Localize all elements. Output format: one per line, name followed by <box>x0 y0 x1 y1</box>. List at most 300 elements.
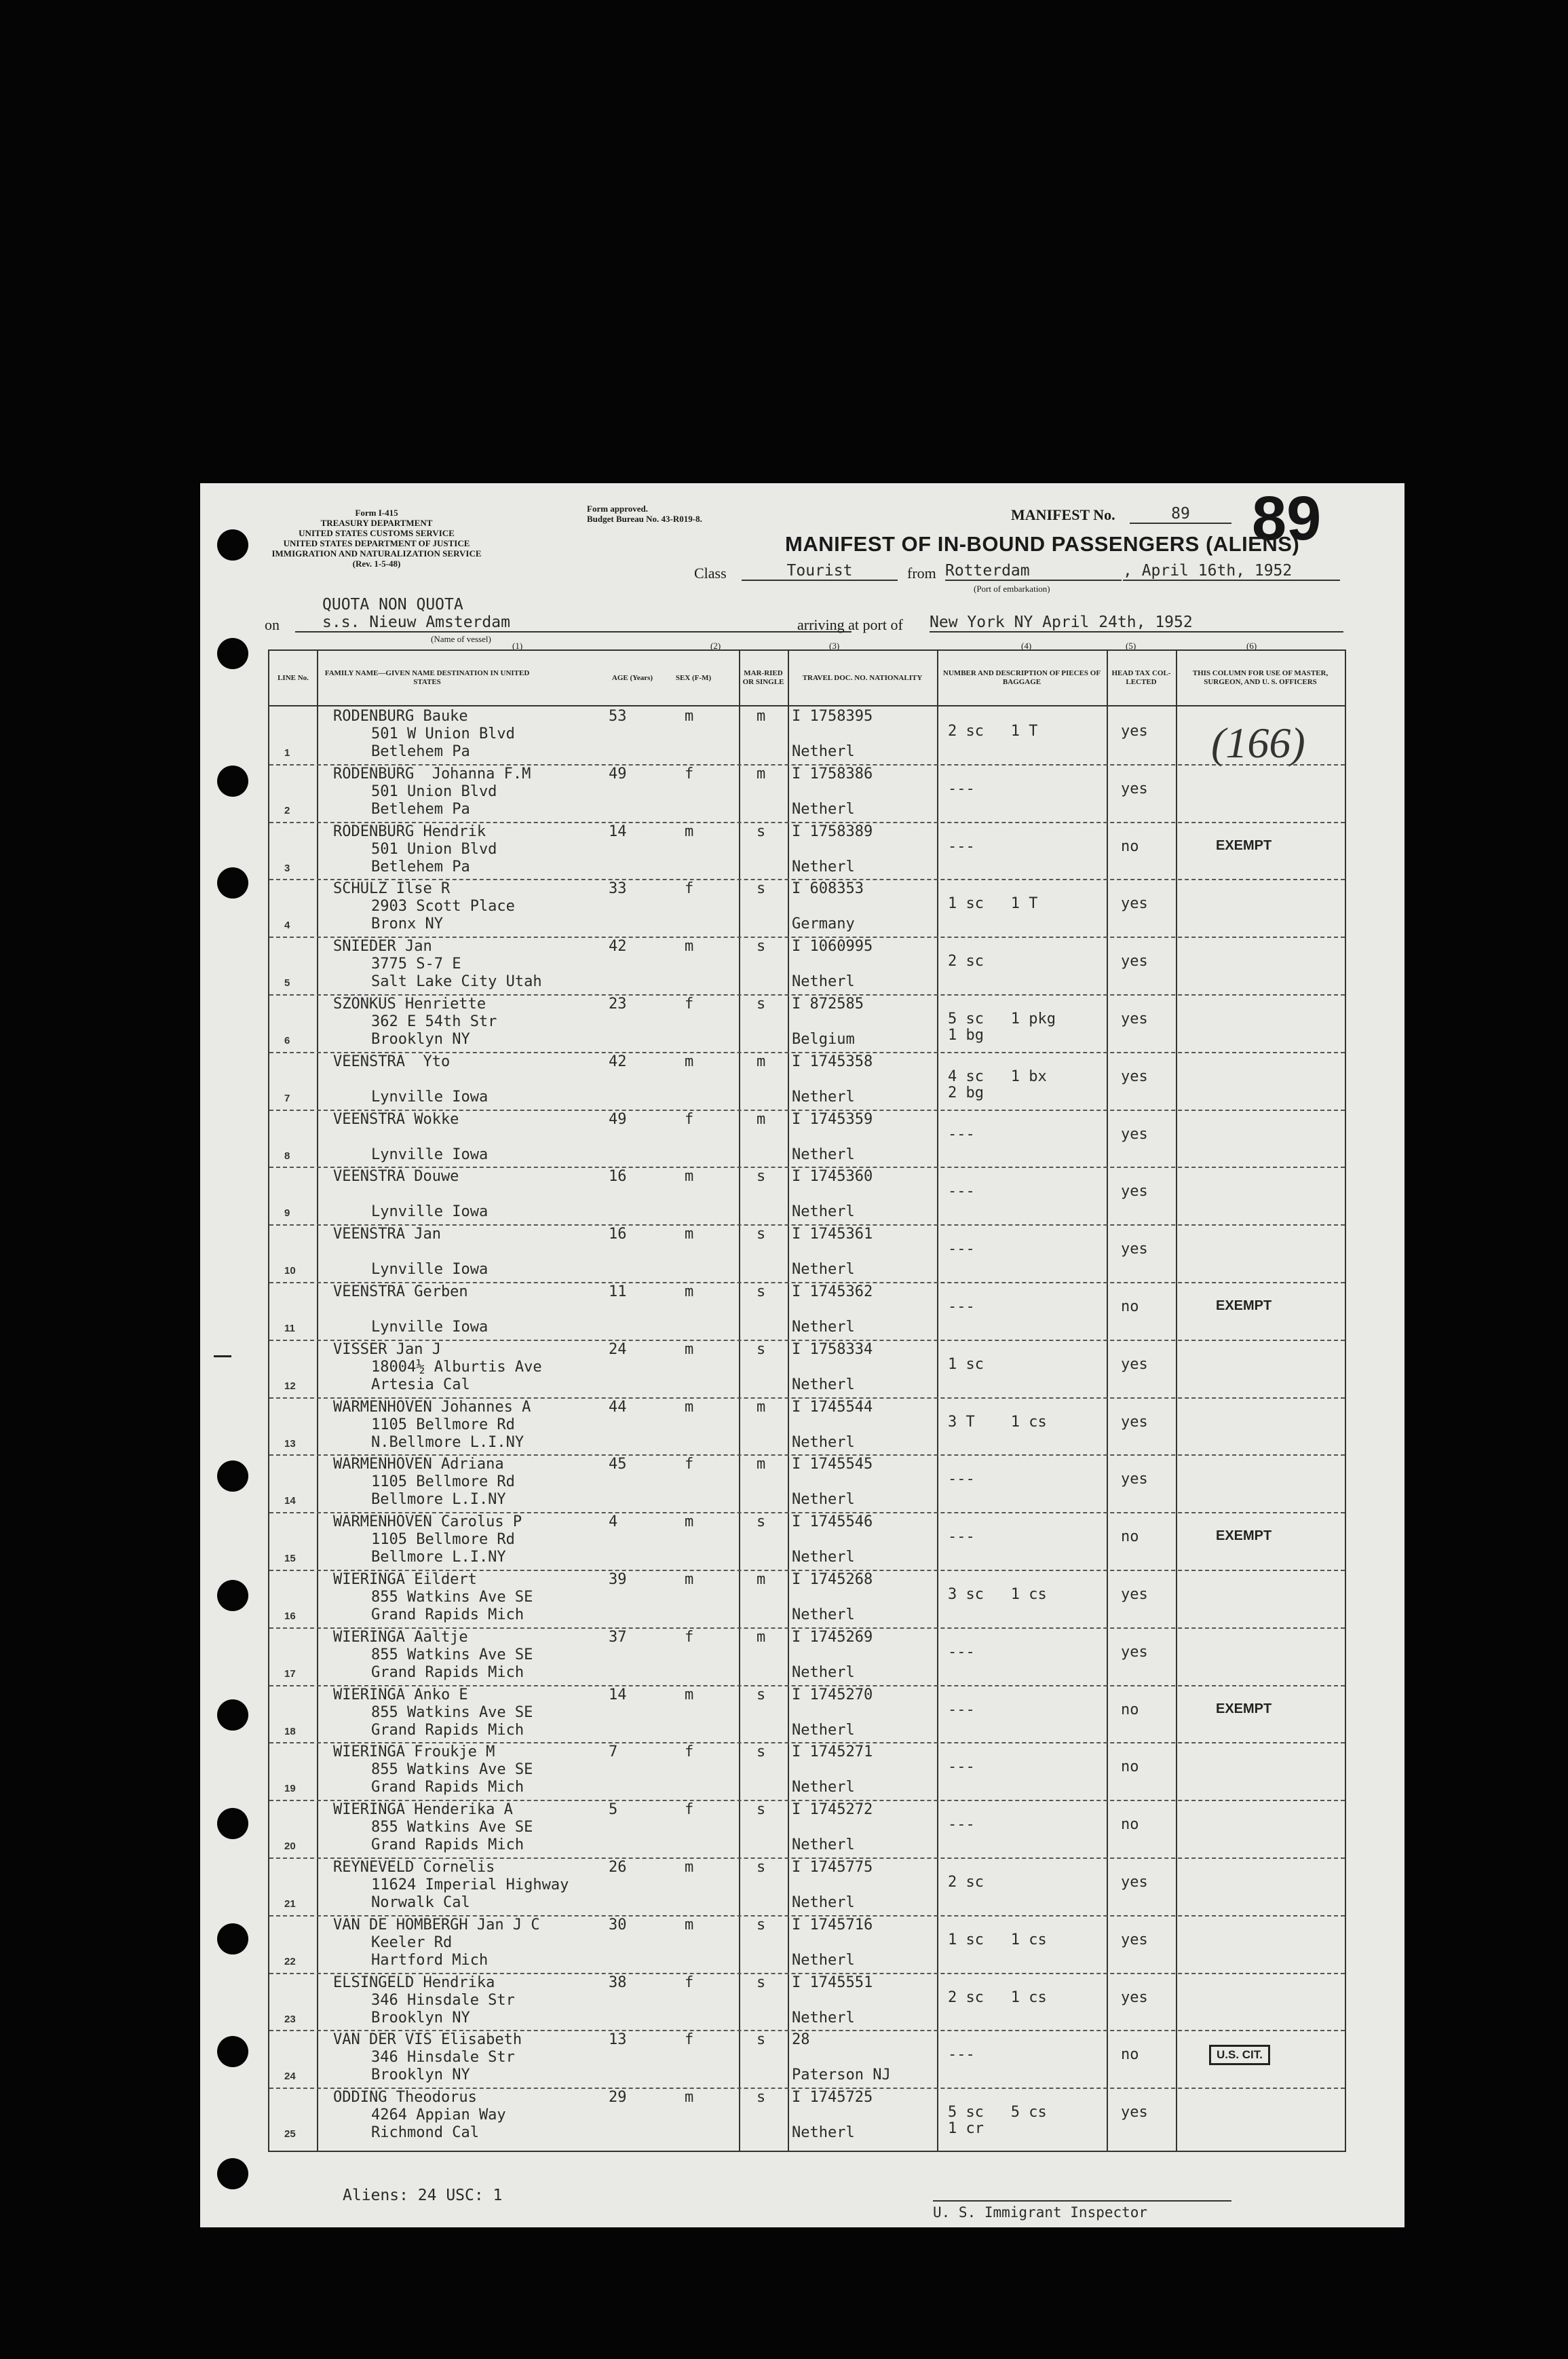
passenger-name: VAN DE HOMBERGH Jan J C <box>333 1916 540 1933</box>
nationality: Netherl <box>792 1663 855 1681</box>
baggage: 3 sc 1 cs <box>948 1586 1047 1603</box>
line-number: 4 <box>284 920 290 932</box>
travel-doc-no: I 1758395 <box>792 708 873 725</box>
head-tax: no <box>1121 1758 1139 1776</box>
destination: Norwalk Cal <box>371 1894 470 1911</box>
nationality: Netherl <box>792 1606 855 1623</box>
baggage: --- <box>948 837 975 855</box>
marital-status: s <box>757 1340 766 1358</box>
destination: Betlehem Pa <box>371 800 470 818</box>
marital-status: s <box>757 1283 766 1300</box>
destination: N.Bellmore L.I.NY <box>371 1433 524 1451</box>
marital-status: s <box>757 880 766 898</box>
age: 44 <box>609 1398 627 1416</box>
address-line: 18004½ Alburtis Ave <box>371 1358 542 1376</box>
sex: f <box>685 1974 694 1991</box>
age: 42 <box>609 938 627 956</box>
exempt-stamp: EXEMPT <box>1216 837 1272 853</box>
baggage: 5 sc 1 pkg <box>948 1011 1056 1027</box>
address-line: 855 Watkins Ave SE <box>371 1703 533 1721</box>
marital-status: s <box>757 823 766 840</box>
exempt-stamp: EXEMPT <box>1216 1701 1272 1716</box>
line-number: 17 <box>284 1667 296 1680</box>
passenger-name: ELSINGELD Hendrika <box>333 1974 495 1991</box>
arriving-label: arriving at port of <box>797 616 903 633</box>
destination: Grand Rapids Mich <box>371 1779 524 1796</box>
travel-doc-no: I 1758389 <box>792 823 873 840</box>
line-number: 12 <box>284 1380 296 1392</box>
head-tax: yes <box>1121 1471 1148 1488</box>
passenger-name: RODENBURG Bauke <box>333 708 468 725</box>
nationality: Netherl <box>792 1549 855 1566</box>
age: 42 <box>609 1053 627 1070</box>
handwritten-reference: (166) <box>1211 719 1305 767</box>
marital-status: m <box>757 708 766 725</box>
baggage: --- <box>948 1471 975 1488</box>
passenger-name: WARMENHOVEN Carolus P <box>333 1513 522 1531</box>
address-line: 2903 Scott Place <box>371 898 515 916</box>
age: 23 <box>609 996 627 1013</box>
nationality: Netherl <box>792 1261 855 1279</box>
age: 5 <box>609 1801 618 1819</box>
marital-status: m <box>757 1398 766 1416</box>
nationality: Netherl <box>792 800 855 818</box>
destination: Lynville Iowa <box>371 1261 489 1279</box>
head-tax: no <box>1121 837 1139 855</box>
age: 38 <box>609 1974 627 1991</box>
baggage: 2 sc 1 cs <box>948 1988 1047 2006</box>
col-number: (6) <box>1246 641 1257 651</box>
head-tax: yes <box>1121 1586 1148 1603</box>
col-number: (1) <box>512 641 523 651</box>
sex: f <box>685 1801 694 1819</box>
address-line: 855 Watkins Ave SE <box>371 1819 533 1836</box>
line-number: 3 <box>284 862 290 874</box>
baggage: --- <box>948 1298 975 1315</box>
baggage: --- <box>948 2046 975 2064</box>
head-tax: yes <box>1121 953 1148 970</box>
marital-status: s <box>757 2031 766 2049</box>
address-line: 501 Union Blvd <box>371 782 497 800</box>
aliens-count: Aliens: 24 USC: 1 <box>343 2187 503 2204</box>
manifest-label: MANIFEST No. <box>1011 506 1115 523</box>
destination: Lynville Iowa <box>371 1319 489 1336</box>
col-header-name: FAMILY NAME—GIVEN NAME DESTINATION IN UNITED STATES <box>317 651 537 706</box>
baggage: --- <box>948 1528 975 1546</box>
baggage: --- <box>948 1701 975 1718</box>
nationality: Netherl <box>792 1376 855 1393</box>
address-line: 11624 Imperial Highway <box>371 1876 569 1893</box>
head-tax: yes <box>1121 1413 1148 1431</box>
sex: m <box>685 1340 694 1358</box>
exempt-stamp: EXEMPT <box>1216 1298 1272 1313</box>
passenger-name: VEENSTRA Gerben <box>333 1283 468 1300</box>
head-tax: yes <box>1121 1125 1148 1143</box>
age: 16 <box>609 1226 627 1243</box>
baggage: 1 bg <box>948 1027 984 1044</box>
address-line: 501 W Union Blvd <box>371 725 515 742</box>
inspector-signature-line: U. S. Immigrant Inspector <box>933 2200 1231 2221</box>
travel-doc-no: I 1745272 <box>792 1801 873 1819</box>
head-tax: yes <box>1121 1068 1148 1085</box>
address-line: 501 Union Blvd <box>371 840 497 858</box>
manifest-stamp: 89 <box>1252 484 1322 553</box>
head-tax: yes <box>1121 1874 1148 1891</box>
passenger-name: VEENSTRA Wokke <box>333 1110 459 1128</box>
destination: Grand Rapids Mich <box>371 1721 524 1739</box>
approval-note: Form approved. Budget Bureau No. 43-R019-8. <box>587 504 702 524</box>
col-divider <box>317 651 318 2151</box>
baggage: --- <box>948 1241 975 1258</box>
passenger-name: RODENBURG Hendrik <box>333 823 486 840</box>
baggage: 1 sc <box>948 1355 984 1373</box>
age: 24 <box>609 1340 627 1358</box>
nationality: Belgium <box>792 1031 855 1048</box>
quota-line: QUOTA NON QUOTA <box>322 596 463 614</box>
sex: m <box>685 823 694 840</box>
travel-doc-no: I 1745546 <box>792 1513 873 1531</box>
destination: Hartford Mich <box>371 1951 489 1969</box>
passenger-name: VEENSTRA Yto <box>333 1053 451 1070</box>
marital-status: s <box>757 996 766 1013</box>
marital-status: m <box>757 1628 766 1646</box>
travel-doc-no: I 1745269 <box>792 1628 873 1646</box>
travel-doc-no: I 1745362 <box>792 1283 873 1300</box>
sex: f <box>685 1110 694 1128</box>
baggage: --- <box>948 1758 975 1776</box>
nationality: Netherl <box>792 1491 855 1509</box>
col-header-sex: SEX (F-M) <box>670 651 717 706</box>
sex: f <box>685 1456 694 1473</box>
sex: f <box>685 880 694 898</box>
line-number: 10 <box>284 1265 296 1277</box>
address-line: 346 Hinsdale Str <box>371 1991 515 2009</box>
marital-status: m <box>757 1571 766 1588</box>
head-tax: yes <box>1121 2104 1148 2121</box>
manifest-number: 89 <box>1130 505 1231 524</box>
head-tax: yes <box>1121 1931 1148 1948</box>
baggage: 1 sc 1 T <box>948 895 1038 913</box>
nationality: Netherl <box>792 1721 855 1739</box>
baggage: 2 sc <box>948 953 984 970</box>
travel-doc-no: I 1745359 <box>792 1110 873 1128</box>
travel-doc-no: I 1745716 <box>792 1916 873 1933</box>
travel-doc-no: I 1745545 <box>792 1456 873 1473</box>
travel-doc-no: I 1060995 <box>792 938 873 956</box>
sex: m <box>685 1053 694 1070</box>
head-tax: yes <box>1121 1643 1148 1661</box>
marital-status: s <box>757 1801 766 1819</box>
baggage: 1 cr <box>948 2120 984 2138</box>
head-tax: yes <box>1121 1988 1148 2006</box>
passenger-name: WIERINGA Henderika A <box>333 1801 513 1819</box>
age: 39 <box>609 1571 627 1588</box>
destination: Salt Lake City Utah <box>371 973 542 991</box>
binder-hole <box>217 638 248 669</box>
head-tax: no <box>1121 1816 1139 1834</box>
baggage: 1 sc 1 cs <box>948 1931 1047 1948</box>
age: 7 <box>609 1743 618 1761</box>
destination: Brooklyn NY <box>371 2067 470 2084</box>
line-number: 1 <box>284 747 290 759</box>
passenger-name: WARMENHOVEN Johannes A <box>333 1398 531 1416</box>
sex: m <box>685 938 694 956</box>
line-number: 11 <box>284 1323 295 1334</box>
passenger-table <box>268 649 1346 2152</box>
address-line: 4264 Appian Way <box>371 2107 506 2124</box>
sex: m <box>685 1398 694 1416</box>
address-line: 362 E 54th Str <box>371 1013 497 1030</box>
nationality: Netherl <box>792 1319 855 1336</box>
passenger-name: REYNEVELD Cornelis <box>333 1859 495 1876</box>
col-header-travel-doc: TRAVEL DOC. NO. NATIONALITY <box>788 651 937 706</box>
head-tax: yes <box>1121 1241 1148 1258</box>
baggage: 2 sc <box>948 1874 984 1891</box>
travel-doc-no: I 1745551 <box>792 1974 873 1991</box>
age: 49 <box>609 1110 627 1128</box>
line-number: 2 <box>284 804 290 816</box>
edge-mark <box>214 1355 231 1357</box>
destination: Bellmore L.I.NY <box>371 1491 506 1509</box>
binder-hole <box>217 1460 248 1492</box>
port-note: (Port of embarkation) <box>974 584 1050 594</box>
nationality: Netherl <box>792 1088 855 1106</box>
binder-hole <box>217 529 248 561</box>
marital-status: s <box>757 1513 766 1531</box>
nationality: Netherl <box>792 2009 855 2026</box>
vessel-name: s.s. Nieuw Amsterdam <box>295 614 852 633</box>
destination: Artesia Cal <box>371 1376 470 1393</box>
sex: m <box>685 1513 694 1531</box>
line-number: 18 <box>284 1725 296 1737</box>
sex: f <box>685 1628 694 1646</box>
passenger-name: VISSER Jan J <box>333 1340 441 1358</box>
binder-hole <box>217 1580 248 1611</box>
age: 4 <box>609 1513 618 1531</box>
line-number: 15 <box>284 1553 296 1565</box>
age: 11 <box>609 1283 627 1300</box>
age: 49 <box>609 765 627 782</box>
line-number: 9 <box>284 1207 290 1220</box>
col-header-line: LINE No. <box>269 651 317 706</box>
page-title: MANIFEST OF IN-BOUND PASSENGERS (ALIENS) <box>785 532 1300 556</box>
marital-status: s <box>757 1226 766 1243</box>
head-tax: yes <box>1121 1183 1148 1201</box>
sex: m <box>685 1916 694 1933</box>
baggage: 3 T 1 cs <box>948 1413 1047 1431</box>
line-number: 25 <box>284 2128 296 2140</box>
line-number: 24 <box>284 2071 296 2083</box>
nationality: Netherl <box>792 1779 855 1796</box>
address-line: 855 Watkins Ave SE <box>371 1589 533 1606</box>
travel-doc-no: I 1745361 <box>792 1226 873 1243</box>
age: 13 <box>609 2031 627 2049</box>
head-tax: yes <box>1121 1011 1148 1027</box>
marital-status: m <box>757 1110 766 1128</box>
on-label: on <box>265 616 280 633</box>
baggage: --- <box>948 1816 975 1834</box>
marital-status: s <box>757 1686 766 1703</box>
destination: Brooklyn NY <box>371 1031 470 1048</box>
head-tax: yes <box>1121 780 1148 797</box>
sex: m <box>685 1859 694 1876</box>
sex: m <box>685 1226 694 1243</box>
nationality: Netherl <box>792 858 855 875</box>
line-number: 8 <box>284 1150 290 1162</box>
age: 14 <box>609 823 627 840</box>
line-number: 20 <box>284 1841 296 1853</box>
binder-hole <box>217 766 248 797</box>
col-header-head-tax: HEAD TAX COL-LECTED <box>1107 651 1176 706</box>
age: 33 <box>609 880 627 898</box>
passenger-name: WIERINGA Anko E <box>333 1686 468 1703</box>
passenger-name: WIERINGA Eildert <box>333 1571 477 1588</box>
head-tax: yes <box>1121 1355 1148 1373</box>
sex: f <box>685 996 694 1013</box>
nationality: Germany <box>792 916 855 933</box>
col-divider <box>1107 651 1108 2151</box>
nationality: Netherl <box>792 2124 855 2142</box>
travel-doc-no: 28 <box>792 2031 810 2049</box>
travel-doc-no: I 1745544 <box>792 1398 873 1416</box>
nationality: Netherl <box>792 1894 855 1911</box>
destination: Grand Rapids Mich <box>371 1663 524 1681</box>
line-number: 6 <box>284 1035 290 1046</box>
passenger-name: SNIEDER Jan <box>333 938 432 956</box>
sex: m <box>685 1686 694 1703</box>
nationality: Netherl <box>792 743 855 760</box>
line-number: 21 <box>284 1898 296 1910</box>
binder-hole <box>217 1808 248 1839</box>
sex: m <box>685 1571 694 1588</box>
line-number: 7 <box>284 1092 290 1104</box>
age: 29 <box>609 2089 627 2107</box>
head-tax: no <box>1121 1701 1139 1718</box>
baggage: 4 sc 1 bx <box>948 1068 1047 1085</box>
col-number: (2) <box>710 641 721 651</box>
travel-doc-no: I 1745358 <box>792 1053 873 1070</box>
col-header-officers: THIS COLUMN FOR USE OF MASTER, SURGEON, AND U. S. OFFICERS <box>1176 651 1345 706</box>
col-divider <box>937 651 938 2151</box>
col-number: (4) <box>1021 641 1032 651</box>
nationality: Netherl <box>792 1836 855 1854</box>
baggage: 2 bg <box>948 1084 984 1101</box>
address-line: Keeler Rd <box>371 1933 453 1951</box>
travel-doc-no: I 1745360 <box>792 1168 873 1186</box>
head-tax: no <box>1121 1298 1139 1315</box>
age: 53 <box>609 708 627 725</box>
class-label: Class <box>694 565 727 582</box>
binder-hole <box>217 1923 248 1955</box>
departure-date: , April 16th, 1952 <box>1123 562 1340 581</box>
binder-hole <box>217 2158 248 2189</box>
destination: Lynville Iowa <box>371 1088 489 1106</box>
nationality: Netherl <box>792 1951 855 1969</box>
passenger-name: WARMENHOVEN Adriana <box>333 1456 504 1473</box>
baggage: --- <box>948 1643 975 1661</box>
binder-hole <box>217 867 248 899</box>
line-number: 23 <box>284 2013 296 2025</box>
age: 16 <box>609 1168 627 1186</box>
travel-doc-no: I 1745268 <box>792 1571 873 1588</box>
binder-hole <box>217 2036 248 2067</box>
nationality: Netherl <box>792 973 855 991</box>
address-line: 1105 Bellmore Rd <box>371 1473 515 1491</box>
col-header-married: MAR-RIED OR SINGLE <box>739 651 788 706</box>
destination: Betlehem Pa <box>371 858 470 875</box>
baggage: --- <box>948 1125 975 1143</box>
nationality: Netherl <box>792 1433 855 1451</box>
destination: Richmond Cal <box>371 2124 479 2142</box>
passenger-name: WIERINGA Aaltje <box>333 1628 468 1646</box>
address-line: 3775 S-7 E <box>371 956 461 973</box>
age: 26 <box>609 1859 627 1876</box>
head-tax: yes <box>1121 895 1148 913</box>
address-line: 855 Watkins Ave SE <box>371 1646 533 1663</box>
marital-status: m <box>757 1456 766 1473</box>
passenger-name: ODDING Theodorus <box>333 2089 477 2107</box>
sex: m <box>685 2089 694 2107</box>
travel-doc-no: I 1758386 <box>792 765 873 782</box>
marital-status: s <box>757 1916 766 1933</box>
marital-status: m <box>757 1053 766 1070</box>
form-block: Form I-415 TREASURY DEPARTMENT UNITED STATES CUSTOMS SERVICE UNITED STATES DEPARTMENT OF JUSTICE IMMIGRATION AND NATURALIZATION SERVICE (Rev. 1-5-48) <box>271 508 482 569</box>
line-number: 19 <box>284 1783 296 1795</box>
travel-doc-no: I 1745270 <box>792 1686 873 1703</box>
marital-status: s <box>757 1859 766 1876</box>
marital-status: m <box>757 765 766 782</box>
col-number: (5) <box>1126 641 1136 651</box>
line-number: 22 <box>284 1955 296 1967</box>
age: 45 <box>609 1456 627 1473</box>
destination: Brooklyn NY <box>371 2009 470 2026</box>
travel-doc-no: I 1745271 <box>792 1743 873 1761</box>
col-number: (3) <box>829 641 840 651</box>
exempt-stamp: EXEMPT <box>1216 1528 1272 1544</box>
marital-status: s <box>757 938 766 956</box>
destination: Grand Rapids Mich <box>371 1836 524 1854</box>
nationality: Paterson NJ <box>792 2067 891 2084</box>
destination: Bellmore L.I.NY <box>371 1549 506 1566</box>
passenger-name: VAN DER VIS Elisabeth <box>333 2031 522 2049</box>
col-divider <box>788 651 789 2151</box>
nationality: Netherl <box>792 1203 855 1221</box>
col-header-age: AGE (Years) <box>595 651 670 706</box>
vessel-note: (Name of vessel) <box>431 634 491 644</box>
from-label: from <box>907 565 936 582</box>
marital-status: s <box>757 1168 766 1186</box>
destination: Lynville Iowa <box>371 1146 489 1163</box>
destination: Betlehem Pa <box>371 743 470 760</box>
travel-doc-no: I 872585 <box>792 996 864 1013</box>
class-value: Tourist <box>742 562 898 581</box>
destination: Grand Rapids Mich <box>371 1606 524 1623</box>
destination: Bronx NY <box>371 916 443 933</box>
passenger-name: VEENSTRA Douwe <box>333 1168 459 1186</box>
col-divider <box>1176 651 1177 2151</box>
baggage: --- <box>948 1183 975 1201</box>
passenger-name: SZONKUS Henriette <box>333 996 486 1013</box>
manifest-sheet <box>200 483 1404 2227</box>
baggage: 5 sc 5 cs <box>948 2104 1047 2121</box>
travel-doc-no: I 608353 <box>792 880 864 898</box>
line-number: 5 <box>284 977 290 989</box>
line-number: 16 <box>284 1610 296 1622</box>
passenger-name: VEENSTRA Jan <box>333 1226 441 1243</box>
baggage: 2 sc 1 T <box>948 723 1038 740</box>
address-line: 346 Hinsdale Str <box>371 2049 515 2067</box>
sex: f <box>685 1743 694 1761</box>
